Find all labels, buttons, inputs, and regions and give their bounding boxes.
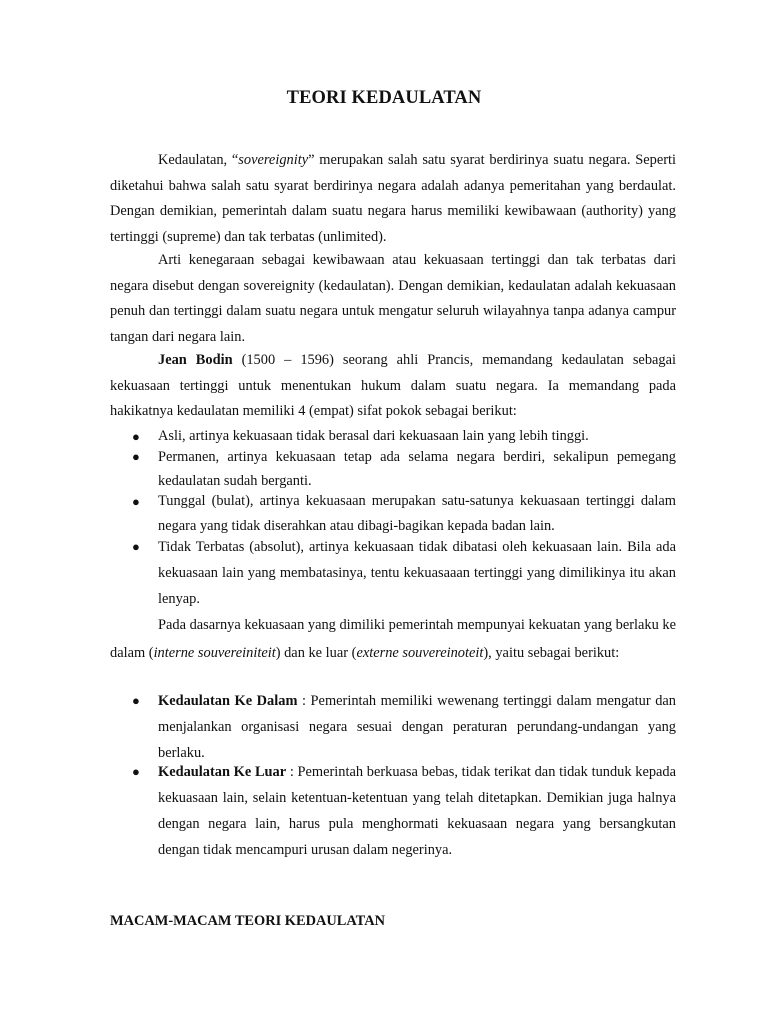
sifat-text: Asli, artinya kekuasaan tidak berasal dari kekuasaan lain yang lebih tinggi. [158, 428, 589, 444]
jean-bodin-name: Jean Bodin [158, 352, 233, 368]
bullet-icon: ● [132, 494, 140, 509]
paragraph-arti-kenegaraan: Arti kenegaraan sebagai kewibawaan atau kekuasaan tertinggi dan tak terbatas dari negara disebut dengan sovereignity (kedaulatan). Dengan demikian, kedaulatan adalah kekuasaan penuh dan tertinggi dalam suatu negara untuk mengatur seluruh wilayahnya tanpa adanya campur tangan dari negara lain. [110, 252, 676, 345]
p1-post: ” merupakan salah satu syarat berdirinya suatu negara. Seperti diketahui bahwa salah satu syarat berdirinya negara adalah adanya pemeritahan yang berdaulat. Dengan demikian, pemerintah dalam suatu negara harus memiliki kewibawaan (authority) yang tertinggi (supreme) dan tak terbatas (unlimited). [110, 152, 676, 245]
kedaulatan-desc: : Pemerintah berkuasa bebas, tidak terikat dan tidak tunduk kepada kekuasaan lain, selain ketentuan-ketentuan yang telah ditetapkan. Demikian juga halnya dengan negara lain, harus pula menghormati kekuasaan negara yang bersangkutan dengan tidak mencampuri urusan dalam negerinya. [158, 764, 676, 858]
p1-pre: Kedaulatan, “ [158, 152, 239, 168]
bullet-icon: ● [132, 539, 140, 554]
list-item [110, 688, 676, 766]
list-item [110, 489, 676, 539]
kedaulatan-term: Kedaulatan Ke Dalam [158, 693, 298, 709]
p4-post: ), yaitu sebagai berikut: [483, 644, 620, 661]
sifat-text: Tunggal (bulat), artinya kekuasaan merupakan satu-satunya kekuasaan tertinggi dalam negara yang tidak diserahkan atau dibagi-bagikan kepada badan lain. [158, 493, 676, 534]
kedaulatan-term: Kedaulatan Ke Luar [158, 764, 287, 780]
list-item [110, 445, 676, 493]
p1-italic-term: sovereignity [238, 152, 309, 168]
paragraph-kekuatan [110, 612, 676, 667]
p4-italic-externe: externe souvereinoteit [356, 644, 484, 661]
page-title: TEORI KEDAULATAN [286, 88, 482, 108]
bullet-icon: ● [132, 764, 140, 779]
kedaulatan-desc: : Pemerintah memiliki wewenang tertinggi dalam mengatur dan menjalankan organisasi negara sesuai dengan peraturan perundang-undangan yang berlaku. [158, 693, 676, 761]
sifat-text: Permanen, artinya kekuasaan tetap ada selama negara berdiri, sekalipun pemegang kedaulatan sudah berganti. [158, 449, 676, 489]
p4-italic-interne: interne souvereiniteit [153, 644, 276, 661]
sifat-text: Tidak Terbatas (absolut), artinya kekuasaan tidak dibatasi oleh kekuasaan lain. Bila ada kekuasaan lain yang membatasinya, tentu kekuasaaan tertinggi yang dimilikinya itu akan lenyap. [158, 539, 676, 607]
bullet-icon: ● [132, 429, 140, 444]
bullet-icon: ● [132, 693, 140, 708]
section-heading: MACAM-MACAM TEORI KEDAULATAN [110, 913, 386, 929]
p3-rest: (1500 – 1596) seorang ahli Prancis, memandang kedaulatan sebagai kekuasaan tertinggi untuk menentukan hukum dalam suatu negara. Ia memandang pada hakikatnya kedaulatan memiliki 4 (empat) sifat pokok sebagai berikut: [110, 352, 676, 419]
bullet-icon: ● [132, 449, 140, 464]
list-item [110, 759, 676, 863]
p4-mid: ) dan ke luar ( [275, 644, 357, 661]
p4-pre: Pada dasarnya kekuasaan yang dimiliki pemerintah mempunyai kekuatan yang berlaku ke dalam ( [110, 617, 676, 661]
paragraph-jean-bodin [110, 348, 676, 425]
paragraph-sovereignity [110, 148, 676, 250]
list-item [110, 534, 676, 612]
